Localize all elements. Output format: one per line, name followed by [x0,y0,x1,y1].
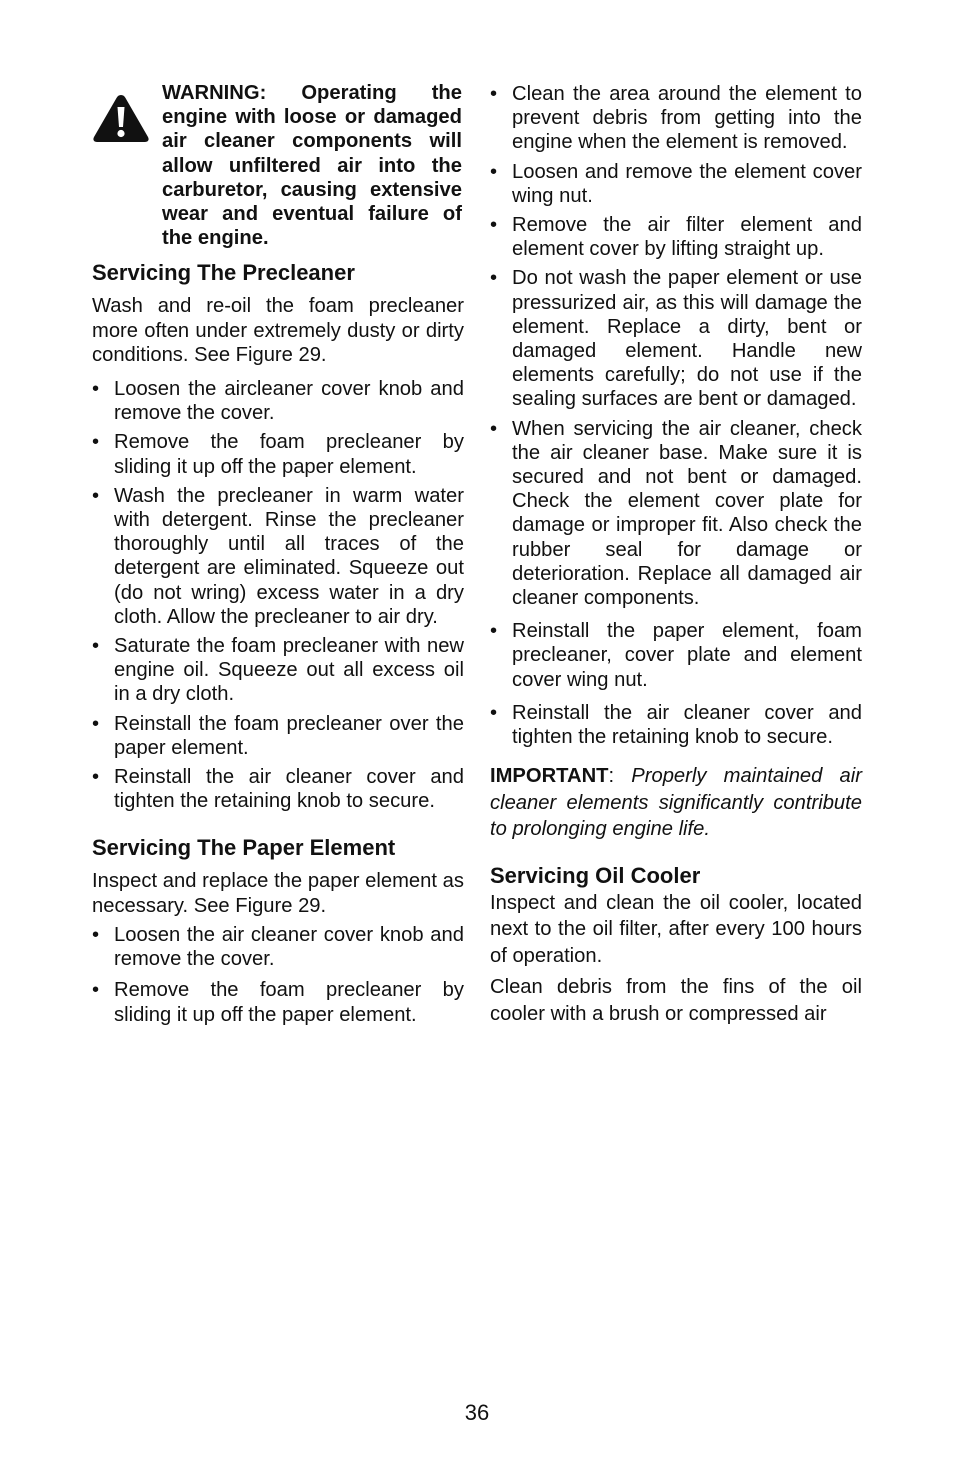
important-note: IMPORTANT: Properly maintained air cleaner elements significantly contribute to prolonging engine life. [490,765,862,841]
list-item: • Wash the precleaner in warm water with detergent. Rinse the precleaner thoroughly until all traces of the detergent are eliminated. Squeeze out (do not wring) excess water in a dry cloth. Allow the precleaner to air dry. [92,484,464,628]
warning-triangle-icon [92,81,162,148]
precleaner-heading: Servicing The Precleaner [92,260,355,286]
important-text: Properly maintained air cleaner elements significantly contribute to prolonging engine life. [490,765,862,841]
list-item: • Loosen the aircleaner cover knob and remove the cover. [92,378,464,425]
oil-cooler-heading: Servicing Oil Cooler [490,862,701,888]
list-item: • Reinstall the foam precleaner over the paper element. [92,712,464,759]
warning-block [92,81,464,250]
paper-element-bullets-left [92,923,464,1027]
left-column [92,80,464,1027]
oil-cooler-paragraph: Clean debris from the fins of the oil cooler with a brush or compressed air [490,976,862,1025]
list-item: • Loosen and remove the element cover wing nut. [490,160,862,207]
list-item: • Reinstall the paper element, foam precleaner, cover plate and element cover wing nut. [490,620,862,691]
precleaner-intro: Wash and re-oil the foam precleaner more often under extremely dusty or dirty conditions. See Figure 29. [92,295,464,366]
paper-element-heading: Servicing The Paper Element [92,835,396,861]
list-item: • Remove the foam precleaner by sliding it up off the paper element. [92,431,464,478]
list-item: • Remove the air filter element and element cover by lifting straight up. [490,214,862,261]
important-label: IMPORTANT [490,765,609,788]
paper-element-intro: Inspect and replace the paper element as necessary. See Figure 29. [92,870,464,917]
list-item: • Loosen the air cleaner cover knob and remove the cover. [92,923,464,971]
list-item: • When servicing the air cleaner, check the air cleaner base. Make sure it is secured and not bent or damaged. Check the element cover plate for damage or improper fit. Also check the rubber seal for damage or deterioration. Replace all damaged air cleaner components. [490,417,862,610]
oil-cooler-paragraph: Inspect and clean the oil cooler, located next to the oil filter, after every 100 hours of operation. [490,891,862,967]
paper-element-bullets-right [490,82,862,749]
list-item: • Reinstall the air cleaner cover and tighten the retaining knob to secure. [92,766,464,813]
page-number: 36 [464,1400,490,1425]
precleaner-bullets [92,377,464,813]
list-item: • Clean the area around the element to prevent debris from getting into the engine when the element is removed. [490,83,862,154]
list-item: • Remove the foam precleaner by sliding it up off the paper element. [92,979,464,1026]
list-item: • Do not wash the paper element or use pressurized air, as this will damage the element. Replace a dirty, bent or damaged element. Handle new elements carefully; do not use if the sealing surfaces are bent or damaged. [490,267,862,411]
list-item: • Saturate the foam precleaner with new engine oil. Squeeze out all excess oil in a dry cloth. [92,635,464,706]
list-item: • Reinstall the air cleaner cover and tighten the retaining knob to secure. [490,701,862,749]
right-column [490,80,862,1027]
warning-text: WARNING: Operating the engine with loose or damaged air cleaner components will allow unfiltered air into the carburetor, causing extensive wear and eventual failure of the engine. [162,82,462,250]
